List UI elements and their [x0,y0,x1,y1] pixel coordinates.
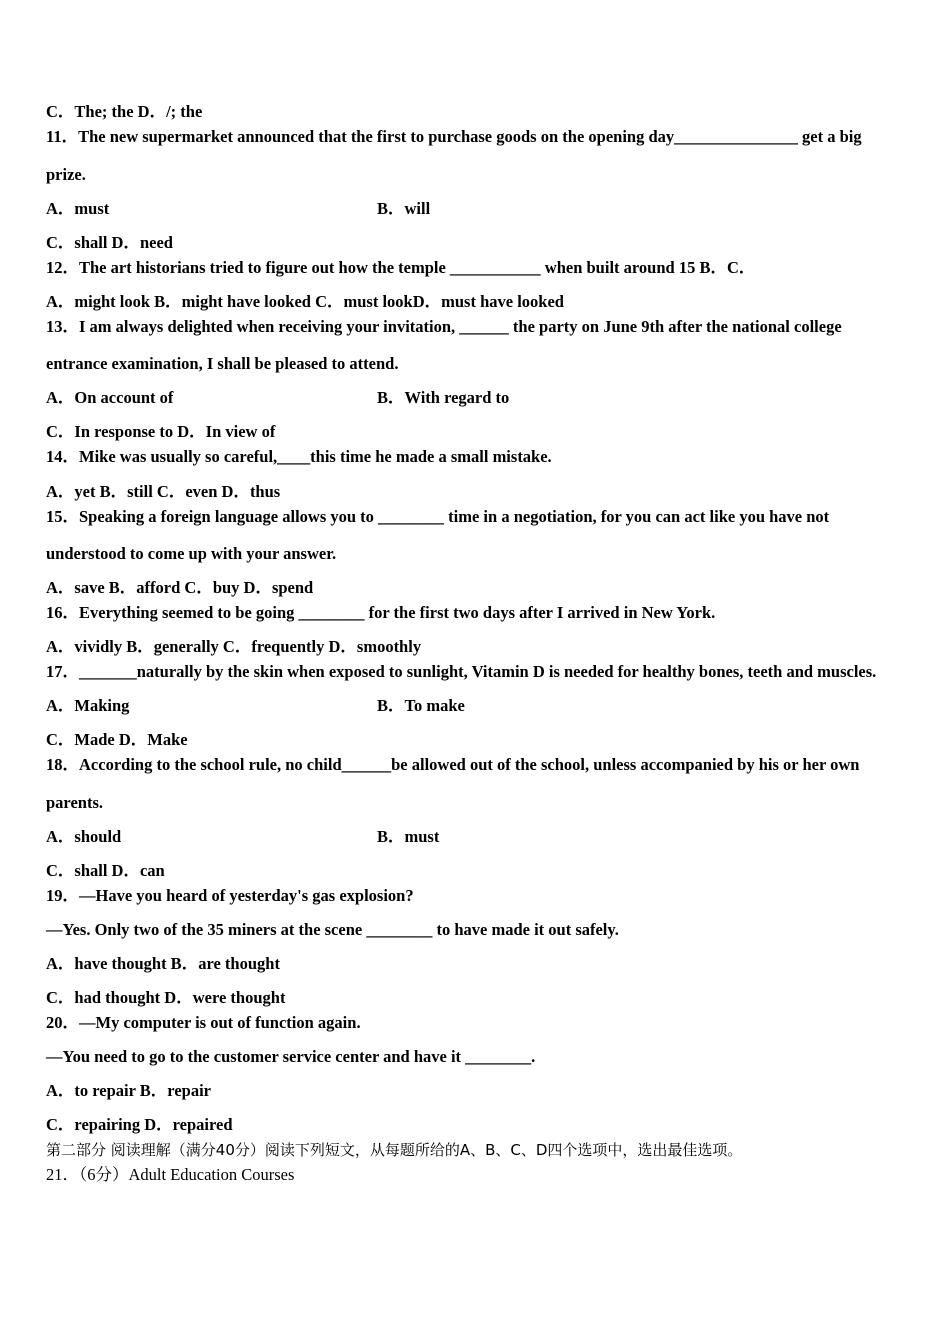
q11-option-a: A．must [46,199,110,218]
q13-option-a: A．On account of [46,388,174,407]
q16-stem: 16．Everything seemed to be going ________ for the first two days after I arrived in New York. [46,603,716,622]
q17-option-b: B．To make [377,696,465,715]
q11-stem: 11．The new supermarket announced that the first to purchase goods on the opening day_______________ get a big [46,127,862,146]
q20-options-cd: C．repairing D．repaired [46,1115,233,1134]
q11-options-cd: C．shall D．need [46,233,173,252]
q13-option-b: B．With regard to [377,388,510,407]
q17-options-cd: C．Made D．Make [46,730,188,749]
q12-stem: 12．The art historians tried to figure out how the temple ___________ when built around 15 B．C． [46,258,756,277]
q18-stem: 18．According to the school rule, no child______be allowed out of the school, unless accompanied by his or her own [46,755,860,774]
q17-stem: 17．_______naturally by the skin when exposed to sunlight, Vitamin D is needed for healthy bones, teeth and muscles. [46,662,877,681]
q18-option-b: B．must [377,827,440,846]
q15-stem-cont: understood to come up with your answer. [46,544,337,563]
q13-stem-cont: entrance examination, I shall be pleased to attend. [46,354,399,373]
q14-options: A．yet B．still C．even D．thus [46,482,281,501]
q20-options-ab: A．to repair B．repair [46,1081,211,1100]
q15-options: A．save B．afford C．buy D．spend [46,578,314,597]
q18-option-a: A．should [46,827,122,846]
q17-option-a: A．Making [46,696,130,715]
q19-stem: 19．—Have you heard of yesterday's gas explosion? [46,886,414,905]
q15-stem: 15．Speaking a foreign language allows you to ________ time in a negotiation, for you can act like you have not [46,507,830,526]
q11-option-b: B．will [377,199,431,218]
q13-options-cd: C．In response to D．In view of [46,422,276,441]
q20-stem: 20．—My computer is out of function again. [46,1013,361,1032]
q11-stem-cont: prize. [46,165,86,184]
q20-stem-reply: —You need to go to the customer service center and have it ________. [46,1047,536,1066]
q13-stem: 13．I am always delighted when receiving your invitation, ______ the party on June 9th after the national college [46,317,842,336]
q18-stem-cont: parents. [46,793,103,812]
q19-options-cd: C．had thought D．were thought [46,988,286,1007]
q10-options-cd: C．The; the D．/; the [46,102,203,121]
q19-options-ab: A．have thought B．are thought [46,954,280,973]
q14-stem: 14．Mike was usually so careful,____this time he made a small mistake. [46,447,552,466]
section-two-heading: 第二部分 阅读理解（满分40分）阅读下列短文，从每题所给的A、B、C、D四个选项中，选出最佳选项。 [46,1141,743,1159]
q18-options-cd: C．shall D．can [46,861,165,880]
q12-options: A．might look B．might have looked C．must lookD．must have looked [46,292,564,311]
q16-options: A．vividly B．generally C．frequently D．smoothly [46,637,422,656]
q19-stem-reply: —Yes. Only two of the 35 miners at the scene ________ to have made it out safely. [46,920,619,939]
q21-title: 21．（6分）Adult Education Courses [46,1165,295,1184]
